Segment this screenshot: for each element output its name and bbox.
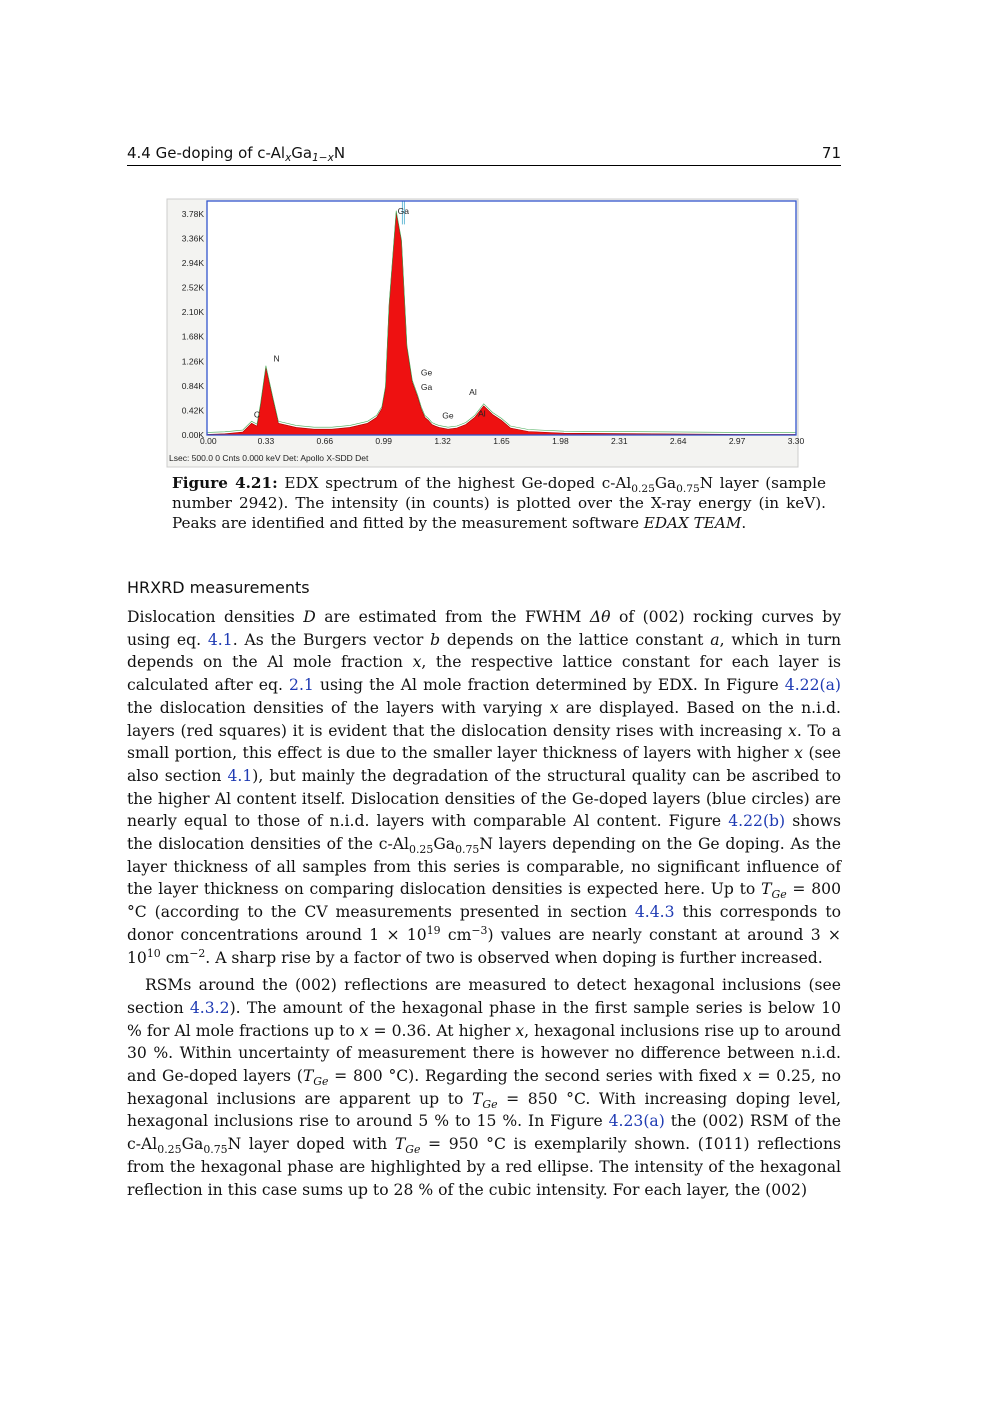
ref-fig-4-22a[interactable]: 4.22(a)	[784, 676, 841, 695]
paragraph-rsm: RSMs around the (002) reflections are measured to detect hexagonal inclusions (see section 4.3.2). The amount of the hexagonal phase in the first sample series is below 10 % for Al mole fractions up to x = 0.36. At higher x, hexagonal inclusions rise up to around 30 %. Within uncertainty of measurement there is however no difference between n.i.d. and Ge-doped layers ($T_{Ge} = 800$ °C). Regarding the second series with fixed x = 0.25, no hexagonal inclusions are apparent up to $T_{Ge} = 850$ °C. With increasing doping level, hexagonal inclusions rise to around 5 % to 15 %. In Figure 4.23(a) the (002) RSM of the $c-Al_{0.25}Ga_{0.75}N$ layer doped with $T_{Ge} = 950$ °C is exemplarily shown. (1̄011) reflections from the hexagonal phase are highlighted by a red ellipse. The intensity of the hexagonal reflection in this case sums up to 28 % of the cubic intensity. For each layer, the (002)	[127, 976, 842, 1199]
x-tick-label: 0.99	[375, 436, 392, 446]
x-tick-label: 2.31	[611, 436, 628, 446]
ref-eq-4-1[interactable]: 4.1	[207, 630, 233, 649]
peak-label: N	[273, 353, 280, 364]
peak-label: Ga	[397, 205, 410, 216]
y-tick-label: 1.26K	[181, 356, 204, 367]
ref-eq-2-1[interactable]: 2.1	[289, 676, 314, 695]
plot-area	[207, 201, 796, 435]
ref-sec-4-1[interactable]: 4.1	[227, 766, 253, 785]
x-tick-label: 0.66	[316, 436, 334, 446]
status-line: Lsec: 500.0 0 Cnts 0.000 keV Det: Apollo X-SDD Det	[169, 453, 369, 463]
y-tick-label: 2.52K	[181, 282, 204, 293]
ref-sec-4-4-3[interactable]: 4.4.3	[634, 903, 675, 922]
body-text	[127, 606, 841, 1206]
x-tick-label: 0.00	[200, 436, 217, 446]
figure-caption: Figure 4.21: EDX spectrum of the highest Ge-doped $c-Al_{0.25}Ga_{0.75}N$ layer (sample number 2942). The intensity (in counts) is plotted over the X-ray energy (in keV). Peaks are identified and fitted by the measurement software EDAX TEAM.	[172, 474, 826, 532]
peak-label: C	[253, 409, 261, 420]
y-tick-label: 3.36K	[181, 233, 204, 244]
y-tick-label: 0.84K	[181, 380, 204, 391]
caption-label: Figure 4.21:	[172, 474, 278, 492]
paragraph-dislocation: Dislocation densities D are estimated from the FWHM Δθ of (002) rocking curves by using eq. 4.1. As the Burgers vector b depends on the lattice constant a, which in turn depends on the Al mole fraction x, the respective lattice constant for each layer is calculated after eq. 2.1 using the Al mole fraction determined by EDX. In Figure 4.22(a) the dislocation densities of the layers with varying x are displayed. Based on the n.i.d. layers (red squares) it is evident that the dislocation density rises with increasing x. To a small portion, this effect is due to the smaller layer thickness of layers with higher x (see also section 4.1), but mainly the degradation of the structural quality can be ascribed to the higher Al content itself. Dislocation densities of the Ge-doped layers (blue circles) are nearly equal to those of n.i.d. layers with comparable Al content. Figure 4.22(b) shows the dislocation densities of the $c-Al_{0.25}Ga_{0.75}N$ layers depending on the Ge doping. As the layer thickness of all samples from this series is comparable, no significant influence of the layer thickness on comparing dislocation densities is expected here. Up to $T_{Ge} = 800$ °C (according to the CV measurements presented in section 4.4.3 this corresponds to donor concentrations around $1 \times 10^{19}$ $cm^{-3}$) values are nearly constant at around $3 \times 10^{10}$ $cm^{-2}$. A sharp rise by a factor of two is observed when doping is further increased.	[127, 608, 842, 967]
x-tick-label: 3.30	[787, 436, 805, 446]
peak-label: Ga	[420, 381, 433, 392]
y-tick-label: 0.42K	[181, 405, 204, 416]
peak-label: Ge	[420, 367, 433, 378]
x-tick-label: 1.98	[552, 436, 569, 446]
ref-fig-4-23a[interactable]: 4.23(a)	[608, 1112, 665, 1131]
x-tick-label: 2.97	[728, 436, 746, 446]
peak-label: Al	[469, 387, 477, 398]
section-title: 4.4 Ge-doping of $c-Al_xGa_{1-x}N$	[127, 144, 346, 164]
y-tick-label: 2.10K	[181, 307, 204, 318]
page-number: 71	[821, 144, 841, 162]
x-tick-label: 1.32	[434, 436, 451, 446]
y-tick-label: 3.78K	[181, 208, 204, 219]
running-header	[127, 143, 841, 166]
x-tick-label: 2.64	[669, 436, 687, 446]
subsection-heading: HRXRD measurements	[127, 578, 310, 597]
ref-fig-4-22b[interactable]: 4.22(b)	[728, 812, 786, 831]
ref-sec-4-3-2[interactable]: 4.3.2	[189, 998, 230, 1017]
x-tick-label: 1.65	[493, 436, 510, 446]
y-tick-label: 1.68K	[181, 331, 204, 342]
software-name: EDAX TEAM	[643, 513, 742, 532]
x-tick-label: 0.33	[257, 436, 275, 446]
y-tick-label: 2.94K	[181, 258, 204, 269]
peak-label: Ge	[442, 410, 454, 421]
y-tick-label: 0.00K	[181, 430, 204, 440]
edx-spectrum-figure	[167, 199, 805, 467]
peak-label: Al	[478, 408, 486, 419]
